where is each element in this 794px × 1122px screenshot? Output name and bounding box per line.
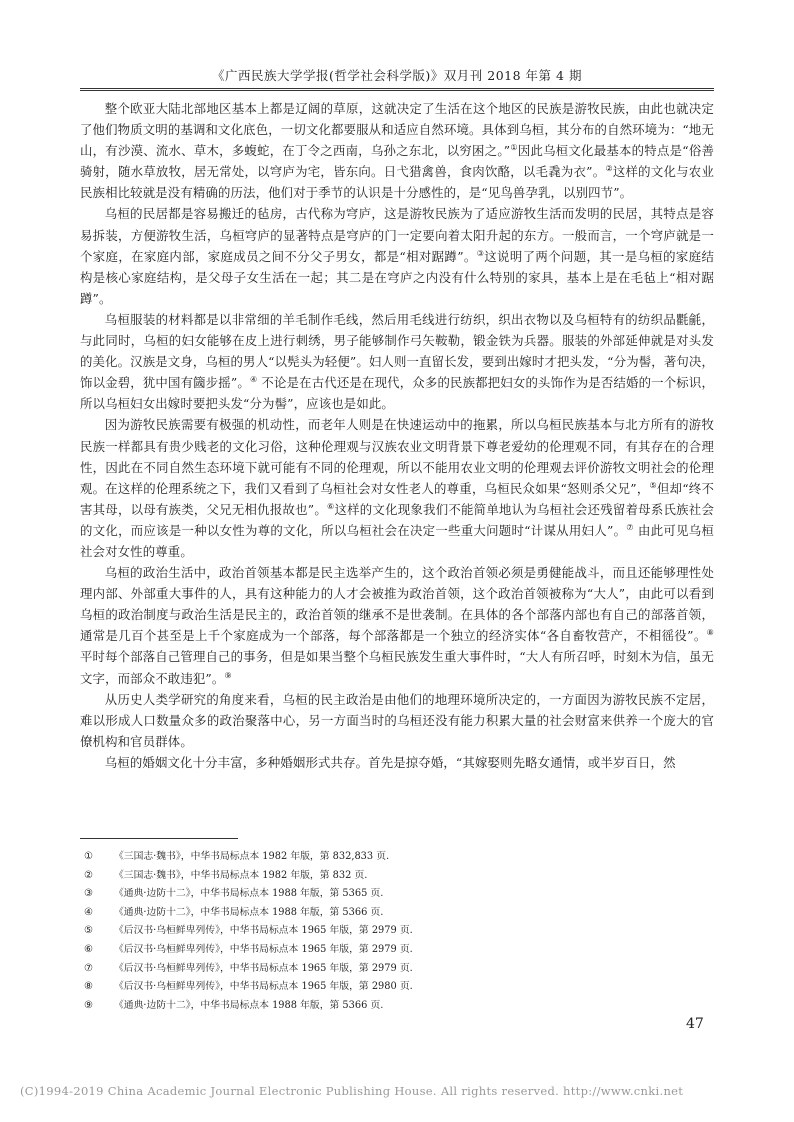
footnote-item — [84, 848, 704, 867]
footnote-ref[interactable]: ① — [510, 143, 518, 153]
paragraph-text: 因此乌桓文化最基本的特点是“俗善骑射，随水草放牧，居无常处，以穹庐为宅，皆东向。日弋猎禽兽，食肉饮酪，以毛毳为衣”。 — [80, 143, 715, 180]
footnote-ref[interactable]: ⑧ — [706, 628, 714, 638]
paragraph-1 — [80, 98, 714, 203]
paragraph-text: 不论是在古代还是在现代，众多的民族都把妇女的头饰作为是否结婚的一个标识，所以乌桓妇女出嫁时要把头发“分为髻”，应该也是如此。 — [80, 375, 714, 412]
paragraph-text: 整个欧亚大陆北部地区基本上都是辽阔的草原，这就决定了生活在这个地区的民族是游牧民族，由此也就决定了他们物质文明的基调和文化底色，一切文化都要服从和适应自然环境。具体到乌桓，其分布的自然环境为：“地无山，有沙漠、流水、草木，多蝮蛇，在丁令之西南，乌孙之东北，以穷困之。” — [80, 101, 714, 159]
footnote-text: 《通典·边防十二》，中华书局标点本 1988 年版，第 5365 页. — [114, 888, 384, 900]
footnote-mark: ④ — [84, 906, 93, 918]
paragraph-5 — [80, 562, 714, 689]
footnote-mark: ⑦ — [84, 962, 93, 974]
footnote-text: 《通典·边防十二》，中华书局标点本 1988 年版，第 5366 页. — [114, 906, 384, 918]
paragraph-2 — [80, 203, 714, 308]
paragraph-7 — [80, 752, 714, 773]
paragraph-text: 由此可见乌桓社会对女性的尊重。 — [80, 522, 714, 559]
footnotes — [84, 848, 704, 1015]
journal-header: 《广西民族大学学报(哲学社会科学版)》双月刊 2018 年第 4 期 — [212, 68, 582, 83]
article-body — [80, 98, 714, 773]
footnote-ref[interactable]: ② — [605, 164, 613, 174]
paragraph-text: 平时每个部落自己管理自己的事务，但是如果当整个乌桓民族发生重大事件时，“大人有所召呼，时刻木为信，虽无文字，而部众不敢违犯”。 — [80, 649, 714, 686]
copyright-line: (C)1994-2019 China Academic Journal Electronic Publishing House. All rights reserved. http://www.cnki.net — [20, 1084, 684, 1098]
footnote-item — [84, 978, 704, 997]
paragraph-4 — [80, 414, 714, 562]
header-rule — [80, 88, 714, 91]
footnote-mark: ⑥ — [84, 943, 93, 955]
footnote-item — [84, 960, 704, 979]
footnote-mark: ⑧ — [84, 981, 93, 993]
footnote-mark: ⑨ — [84, 999, 93, 1011]
footnote-mark: ② — [84, 869, 93, 881]
paragraph-text: 乌桓服装的材料都是以非常细的羊毛制作毛线，然后用毛线进行纺织，织出衣物以及乌桓特有的纺织品氍毹，与此同时，乌桓的妇女能够在皮上进行刺绣，男子能够制作弓矢鞍勒，锻金铁为兵器。服装的外部延伸就是对头发的美化。汉族是文身，乌桓的男人“以髡头为轻便”。妇人则一直留长发，要到出嫁时才把头发，“分为髻，著句决，饰以金碧，犹中国有簂步摇”。 — [80, 311, 714, 391]
footnote-item — [84, 941, 704, 960]
footnote-ref[interactable]: ④ — [249, 375, 258, 385]
footnote-ref[interactable]: ⑨ — [224, 670, 232, 680]
paragraph-text: 这说明了两个问题，其一是乌桓的家庭结构是核心家庭结构，是父母子女生活在一起；其二是在穹庐之内没有什么特别的家具，基本上是在毛毡上“相对踞蹲”。 — [80, 248, 715, 306]
footnote-text: 《后汉书·乌桓鲜卑列传》，中华书局标点本 1965 年版，第 2979 页. — [114, 925, 413, 937]
footnote-ref[interactable]: ③ — [476, 248, 485, 258]
page-number: 47 — [686, 1016, 704, 1032]
footnote-item — [84, 867, 704, 886]
footnote-text: 《后汉书·乌桓鲜卑列传》，中华书局标点本 1965 年版，第 2979 页. — [114, 943, 413, 955]
paragraph-text: 这样的文化现象我们不能简单地认为乌桓社会还残留着母系氏族社会的文化，而应该是一种以女性为尊的文化，所以乌桓社会在决定一些重大问题时“计谋从用妇人”。 — [80, 501, 714, 538]
footnote-mark: ⑤ — [84, 925, 93, 937]
paragraph-text: 因为游牧民族需要有极强的机动性，而老年人则是在快速运动中的拖累，所以乌桓民族基本与北方所有的游牧民族一样都具有贵少贱老的文化习俗，这种伦理观与汉族农业文明背景下尊老爱幼的伦理观不同，有其存在的合理性，因此在不同自然生态环境下就可能有不同的伦理观，所以不能用农业文明的伦理观去评价游牧文明社会的伦理观。在这样的伦理系统之下，我们又看到了乌桓社会对女性老人的尊重，乌桓民众如果“怒则杀父兄”， — [80, 417, 714, 496]
footnote-item — [84, 922, 704, 941]
paragraph-text: 乌桓的民居都是容易搬迁的毡房，古代称为穹庐，这是游牧民族为了适应游牧生活而发明的民居，其特点是容易拆装，方便游牧生活，乌桓穹庐的显著特点是穹庐的门一定要向着太阳升起的东方。一般而言，一个穹庐就是一个家庭，在家庭内部，家庭成员之间不分父子男女，都是“相对踞蹲”。 — [80, 206, 714, 264]
footnote-text: 《后汉书·乌桓鲜卑列传》，中华书局标点本 1965 年版，第 2979 页. — [114, 962, 413, 974]
paragraph-text: 乌桓的婚姻文化十分丰富，多种婚姻形式共存。首先是掠夺婚，“其嫁娶则先略女通情，或半岁百日，然 — [104, 754, 676, 770]
footnote-item — [84, 904, 704, 923]
footnote-text: 《通典·边防十二》，中华书局标点本 1988 年版，第 5366 页. — [114, 999, 384, 1011]
footnote-text: 《三国志·魏书》，中华书局标点本 1982 年版，第 832,833 页. — [114, 851, 390, 862]
footnote-item — [84, 997, 704, 1016]
paragraph-3 — [80, 309, 714, 414]
paragraph-text: 从历史人类学研究的角度来看，乌桓的民主政治是由他们的地理环境所决定的，一方面因为游牧民族不定居，难以形成人口数量众多的政治聚落中心，另一方面当时的乌桓还没有能力积累大量的社会财富来供养一个庞大的官僚机构和官员群体。 — [80, 691, 714, 749]
footnote-mark: ① — [84, 851, 93, 862]
footnote-text: 《后汉书·乌桓鲜卑列传》，中华书局标点本 1965 年版，第 2980 页. — [114, 981, 413, 993]
paragraph-text: 这样的文化与农业民族相比较就是没有精确的历法，他们对于季节的认识是十分感性的，是“见鸟兽孕乳，以别四节”。 — [80, 164, 714, 201]
paragraph-text: 乌桓的政治生活中，政治首领基本都是民主选举产生的，这个政治首领必须是勇健能战斗，而且还能够理性处理内部、外部重大事件的人，具有这种能力的人才会被推为政治首领，这个政治首领被称为“大人”，由此可以看到乌桓的政治制度与政治生活是民主的，政治首领的继承不是世袭制。在具体的各个部落内部也有自己的部落首领，通常是几百个甚至是上千个家庭成为一个部落，每个部落都是一个独立的经济实体“各自畜牧营产，不相徭役”。 — [80, 565, 714, 644]
paragraph-6 — [80, 689, 714, 752]
footnote-ref[interactable]: ⑦ — [626, 522, 634, 532]
paragraph-text: 但却“终不害其母，以母有族类，父兄无相仇报故也”。 — [80, 480, 714, 517]
footnote-text: 《三国志·魏书》，中华书局标点本 1982 年版，第 832 页. — [114, 869, 368, 881]
footnote-ref[interactable]: ⑤ — [649, 480, 657, 490]
footnote-ref[interactable]: ⑥ — [327, 501, 335, 511]
footnote-mark: ③ — [84, 888, 93, 900]
footnote-item — [84, 885, 704, 904]
footnote-divider — [80, 838, 238, 839]
